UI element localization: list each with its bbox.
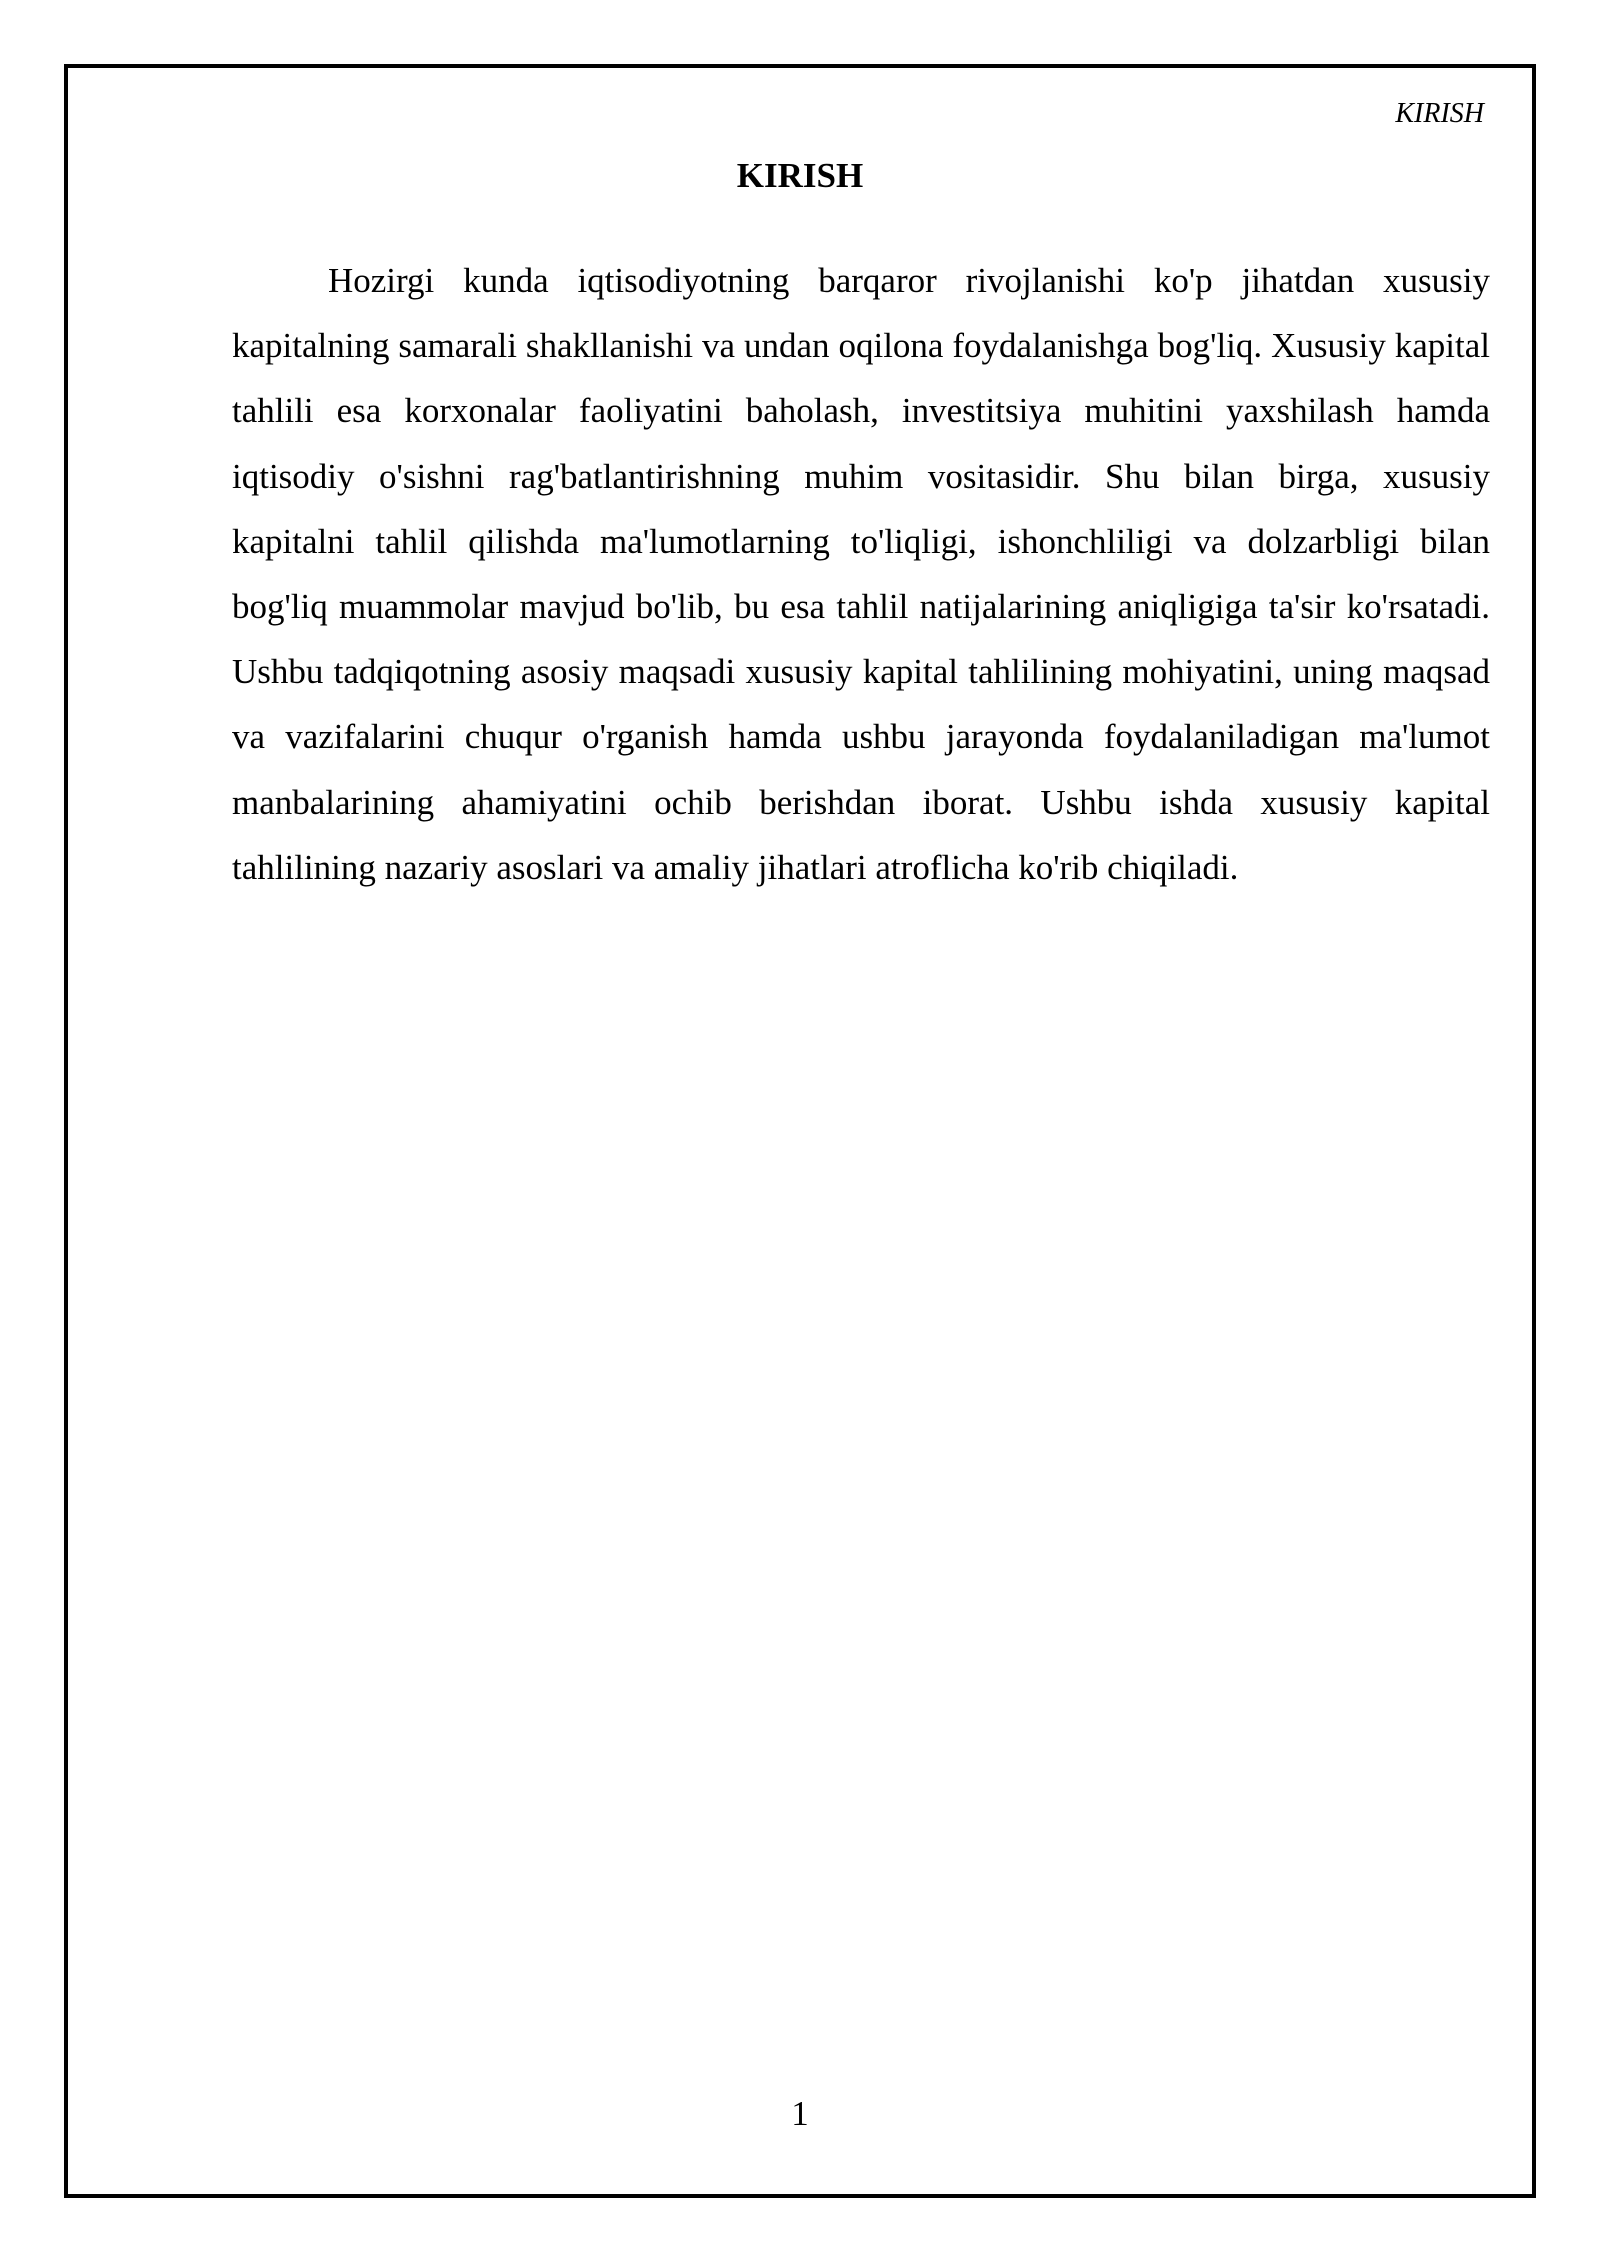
running-header: KIRISH <box>1395 98 1484 129</box>
page-title: KIRISH <box>736 156 864 195</box>
body-paragraph: Hozirgi kunda iqtisodiyotning barqaror rivojlanishi ko'p jihatdan xususiy kapitalning samarali shakllanishi va undan oqilona foydalanishga bog'liq. Xususiy kapital tahlili esa korxonalar faoliyatini baholash, investitsiya muhitini yaxshilash hamda iqtisodiy o'sishni rag'batlantirishning muhim vositasidir. Shu bilan birga, xususiy kapitalni tahlil qilishda ma'lumotlarning to'liqligi, ishonchliligi va dolzarbligi bilan bog'liq muammolar mavjud bo'lib, bu esa tahlil natijalarining aniqligiga ta'sir ko'rsatadi. Ushbu tadqiqotning asosiy maqsadi xususiy kapital tahlilining mohiyatini, uning maqsad va vazifalarini chuqur o'rganish hamda ushbu jarayonda foydalaniladigan ma'lumot manbalarining ahamiyatini ochib berishdan iborat. Ushbu ishda xususiy kapital tahlilining nazariy asoslari va amaliy jihatlari atroflicha ko'rib chiqiladi. <box>232 261 1490 887</box>
page-number: 1 <box>791 2094 809 2133</box>
page-frame <box>64 64 1536 2198</box>
